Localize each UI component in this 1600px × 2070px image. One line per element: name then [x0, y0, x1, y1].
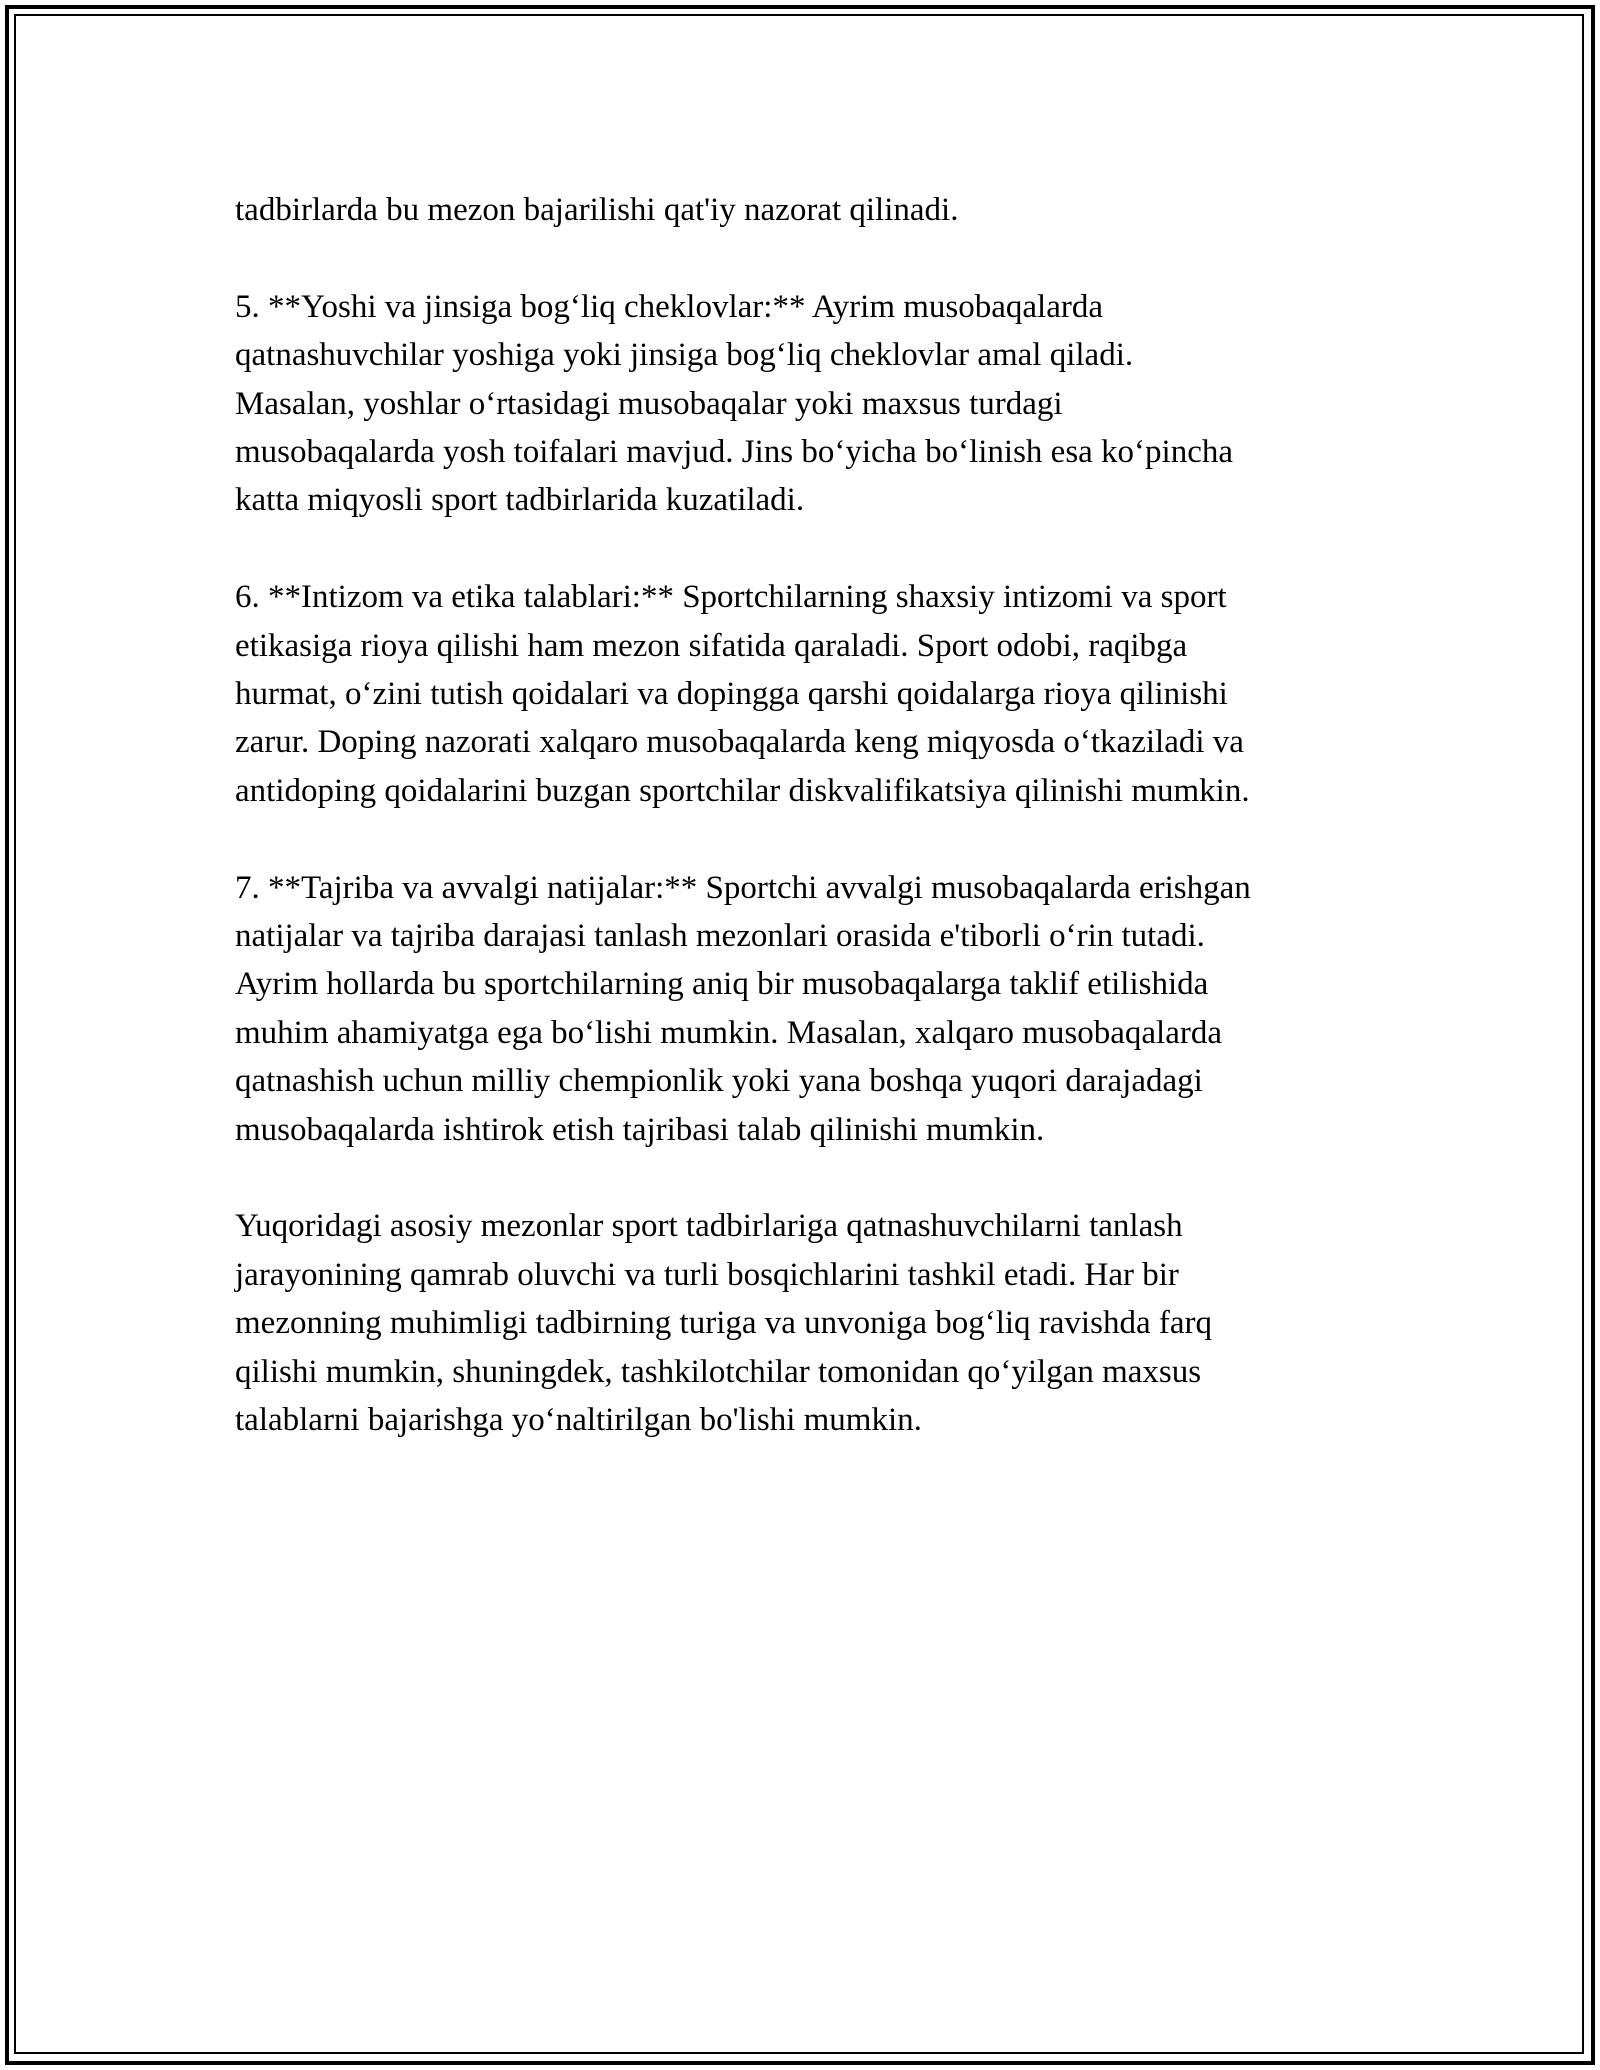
text-line: qilishi mumkin, shuningdek, tashkilotchilar tomonidan qo‘yilgan maxsus: [235, 1353, 1202, 1390]
paragraph-item-7-experience-results: [235, 864, 1375, 1154]
document-body: [235, 186, 1375, 1493]
text-line: musobaqalarda ishtirok etish tajribasi talab qilinishi mumkin.: [235, 1111, 1045, 1148]
text-line: qatnashuvchilar yoshiga yoki jinsiga bog‘liq cheklovlar amal qiladi.: [235, 337, 1134, 374]
text-line: 5. **Yoshi va jinsiga bog‘liq cheklovlar:** Ayrim musobaqalarda: [235, 288, 1104, 325]
text-line: hurmat, o‘zini tutish qoidalari va dopingga qarshi qoidalarga rioya qilinishi: [235, 676, 1228, 713]
paragraph-item-5-age-gender: [235, 283, 1375, 525]
text-line: muhim ahamiyatga ega bo‘lishi mumkin. Masalan, xalqaro musobaqalarda: [235, 1014, 1222, 1051]
text-line: 7. **Tajriba va avvalgi natijalar:** Sportchi avvalgi musobaqalarda erishgan: [235, 869, 1251, 906]
text-line: Ayrim hollarda bu sportchilarning aniq bir musobaqalarga taklif etilishida: [235, 966, 1209, 1003]
text-line: zarur. Doping nazorati xalqaro musobaqalarda keng miqyosda o‘tkaziladi va: [235, 724, 1244, 761]
text-line: katta miqyosli sport tadbirlarida kuzatiladi.: [235, 482, 805, 519]
paragraph-item-6-discipline-ethics: [235, 573, 1375, 815]
text-line: 6. **Intizom va etika talablari:** Sportchilarning shaxsiy intizomi va sport: [235, 579, 1227, 616]
text-line: jarayonining qamrab oluvchi va turli bosqichlarini tashkil etadi. Har bir: [235, 1256, 1179, 1293]
text-line: mezonning muhimligi tadbirning turiga va unvoniga bog‘liq ravishda farq: [235, 1305, 1212, 1342]
text-line: tadbirlarda bu mezon bajarilishi qat'iy nazorat qilinadi.: [235, 192, 959, 228]
text-line: antidoping qoidalarini buzgan sportchilar diskvalifikatsiya qilinishi mumkin.: [235, 772, 1250, 809]
text-line: Masalan, yoshlar o‘rtasidagi musobaqalar yoki maxsus turdagi: [235, 385, 1063, 422]
text-line: musobaqalarda yosh toifalari mavjud. Jins bo‘yicha bo‘linish esa ko‘pincha: [235, 434, 1234, 471]
text-line: talablarni bajarishga yo‘naltirilgan bo'lishi mumkin.: [235, 1402, 922, 1439]
paragraph-conclusion: [235, 1202, 1375, 1444]
paragraph-continuation: [235, 186, 1375, 234]
text-line: natijalar va tajriba darajasi tanlash mezonlari orasida e'tiborli o‘rin tutadi.: [235, 918, 1205, 955]
text-line: qatnashish uchun milliy chempionlik yoki yana boshqa yuqori darajadagi: [235, 1063, 1203, 1100]
text-line: etikasiga rioya qilishi ham mezon sifatida qaraladi. Sport odobi, raqibga: [235, 627, 1188, 664]
text-line: Yuqoridagi asosiy mezonlar sport tadbirlariga qatnashuvchilarni tanlash: [235, 1208, 1183, 1245]
